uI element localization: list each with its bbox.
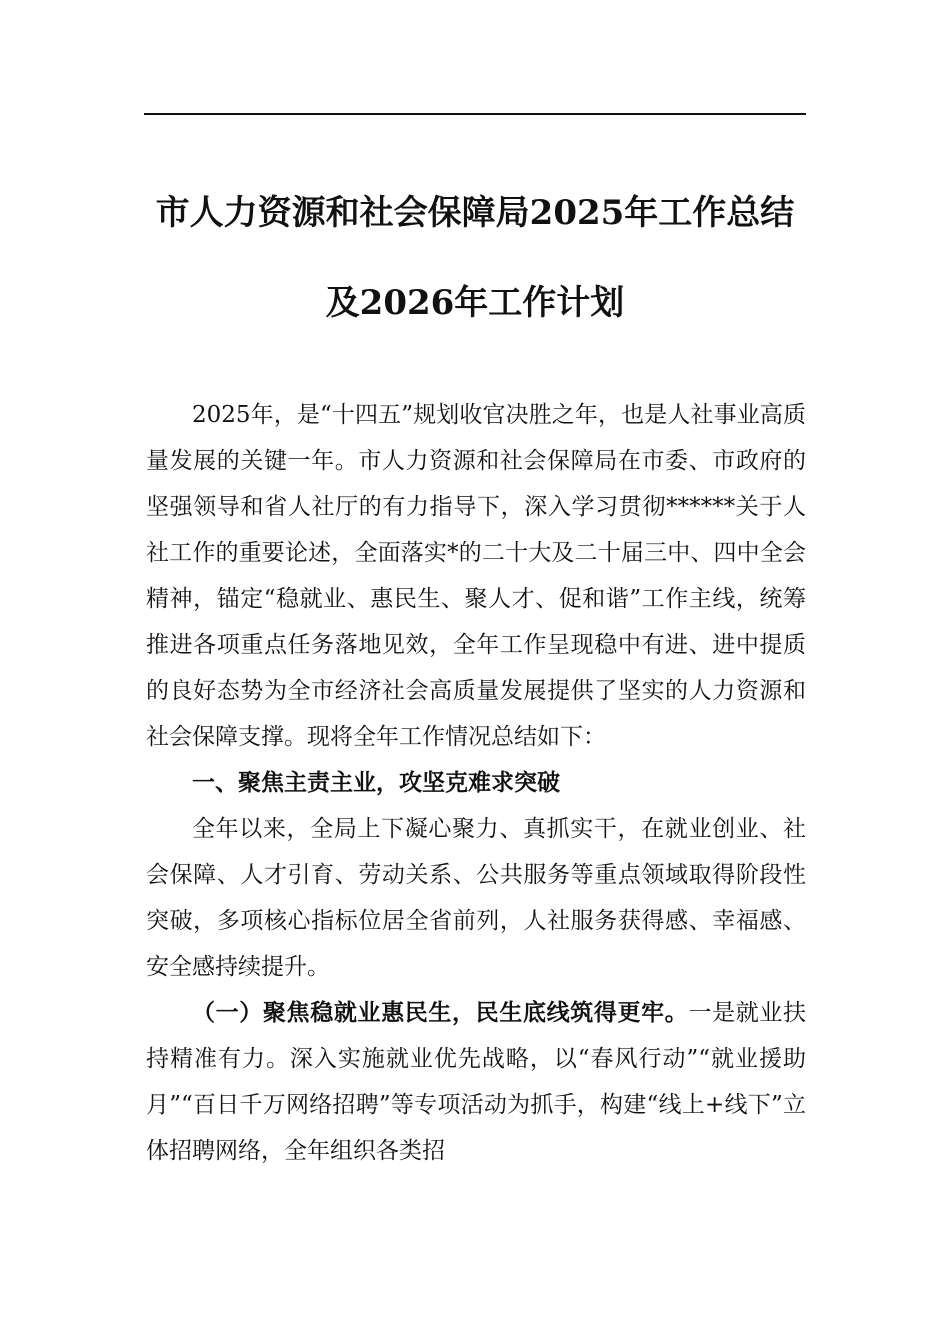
- subsection-1-paragraph: [146, 990, 806, 1174]
- section-1-heading: 一、聚焦主责主业，攻坚克难求突破: [192, 770, 560, 796]
- subsection-1-text: 一是就业扶持精准有力。深入实施就业优先战略，以“春风行动”“就业援助月”“百日千万网络招聘”等专项活动为抓手，构建“线上+线下”立体招聘网络，全年组织各类招: [146, 1000, 807, 1164]
- intro-paragraph: 2025年，是“十四五”规划收官决胜之年，也是人社事业高质量发展的关键一年。市人力资源和社会保障局在市委、市政府的坚强领导和省人社厅的有力指导下，深入学习贯彻******关于人社工作的重要论述，全面落实*的二十大及二十届三中、四中全会精神，锚定“稳就业、惠民生、聚人才、促和谐”工作主线，统筹推进各项重点任务落地见效，全年工作呈现稳中有进、进中提质的良好态势为全市经济社会高质量发展提供了坚实的人力资源和社会保障支撑。现将全年工作情况总结如下：: [146, 402, 806, 750]
- document-title: [130, 168, 820, 348]
- title-line-1: 市人力资源和社会保障局2025年工作总结: [155, 193, 795, 233]
- title-line-2: 及2026年工作计划: [325, 283, 625, 323]
- subsection-1-heading: （一）聚焦稳就业惠民生，民生底线筑得更牢。: [192, 999, 689, 1026]
- document-body: [146, 392, 806, 1174]
- top-rule: [144, 113, 806, 115]
- section-1-paragraph: 全年以来，全局上下凝心聚力、真抓实干，在就业创业、社会保障、人才引育、劳动关系、公共服务等重点领域取得阶段性突破，多项核心指标位居全省前列，人社服务获得感、幸福感、安全感持续提升。: [146, 816, 806, 980]
